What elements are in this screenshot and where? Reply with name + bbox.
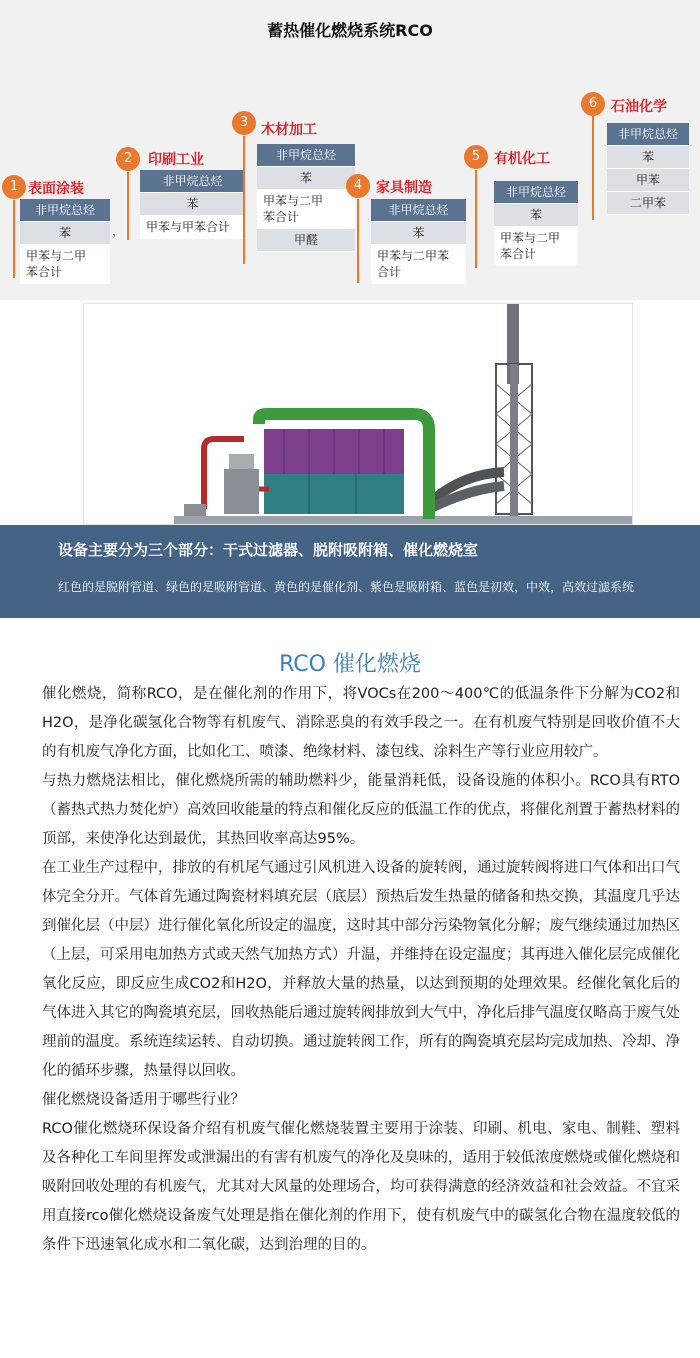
badge-5: 5 bbox=[464, 145, 488, 169]
industry-table-3 bbox=[257, 144, 355, 252]
stray-mark: ， bbox=[112, 224, 125, 238]
table-cell: 非甲烷总烃 bbox=[20, 199, 110, 222]
table-cell: 甲醛 bbox=[257, 229, 355, 252]
paragraph: 与热力燃烧法相比，催化燃烧所需的辅助燃料少，能量消耗低，设备设施的体积小。RCO具有RTO（蓄热式热力焚化炉）高效回收能量的特点和催化反应的低温工作的优点，将催化剂置于蓄热材料的顶部，来使净化达到最优，其热回收率高达95%。 bbox=[42, 773, 680, 847]
table-cell: 非甲烷总烃 bbox=[494, 181, 578, 204]
table-cell: 甲苯与二甲 苯合计 bbox=[494, 227, 578, 266]
table-cell: 非甲烷总烃 bbox=[257, 144, 355, 167]
infographic-title: 蓄热催化燃烧系统RCO bbox=[267, 21, 433, 40]
table-cell: 苯 bbox=[20, 222, 110, 245]
paragraph: 催化燃烧设备适用于哪些行业？ bbox=[42, 1092, 245, 1108]
connector-line bbox=[13, 200, 15, 278]
banner-caption: 红色的是脱附管道、绿色的是吸附管道、黄色的是催化剂、紫色是吸附箱、蓝色是初效，中效，高效过滤系统 bbox=[58, 580, 635, 594]
table-cell: 甲苯与二甲苯 合计 bbox=[371, 245, 466, 284]
table-cell: 甲苯与二甲 苯合计 bbox=[20, 245, 110, 284]
badge-1: 1 bbox=[2, 175, 26, 199]
equipment-drawing bbox=[84, 304, 633, 525]
connector-line bbox=[357, 199, 359, 283]
connector-line bbox=[592, 116, 594, 220]
industry-name-6: 石油化学 bbox=[611, 99, 667, 115]
table-cell: 非甲烷总烃 bbox=[607, 123, 689, 146]
industry-name-1: 表面涂装 bbox=[28, 181, 84, 197]
industry-name-2: 印刷工业 bbox=[148, 152, 204, 168]
industry-name-4: 家具制造 bbox=[376, 180, 432, 196]
article-title: RCO 催化燃烧 bbox=[279, 652, 421, 677]
connector-line bbox=[475, 170, 477, 268]
badge-4: 4 bbox=[346, 174, 370, 198]
industry-name-5: 有机化工 bbox=[494, 151, 550, 167]
connector-line bbox=[243, 136, 245, 264]
industry-table-6 bbox=[607, 123, 689, 215]
banner-headline: 设备主要分为三个部分：干式过滤器、脱附吸附箱、催化燃烧室 bbox=[58, 541, 479, 559]
industry-table-1 bbox=[20, 199, 110, 284]
table-cell: 甲苯与二甲 苯合计 bbox=[257, 190, 355, 229]
table-cell: 苯 bbox=[140, 193, 245, 216]
rco-equipment-illustration bbox=[83, 303, 633, 525]
paragraph: 在工业生产过程中，排放的有机尾气通过引风机进入设备的旋转阀，通过旋转阀将进口气体和出口气体完全分开。气体首先通过陶瓷材料填充层（底层）预热后发生热量的储备和热交换，其温度几乎达到催化层（中层）进行催化氧化所设定的温度，这时其中部分污染物氧化分解；废气继续通过加热区（上层，可采用电加热方式或天然气加热方式）升温，并维持在设定温度；其再进入催化层完成催化氧化反应，即反应生成CO2和H2O，并释放大量的热量，以达到预期的处理效果。经催化氧化后的气体进入其它的陶瓷填充层，回收热能后通过旋转阀排放到大气中，净化后排气温度仅略高于废气处理前的温度。系统连续运转、自动切换。通过旋转阀工作，所有的陶瓷填充层均完成加热、冷却、净化的循环步骤，热量得以回收。 bbox=[42, 860, 680, 1079]
table-cell: 非甲烷总烃 bbox=[371, 199, 466, 222]
table-cell: 二甲苯 bbox=[607, 192, 689, 215]
table-cell: 苯 bbox=[371, 222, 466, 245]
paragraph: RCO催化燃烧环保设备介绍有机废气催化燃烧装置主要用于涂装、印刷、机电、家电、制鞋、塑料及各种化工车间里挥发或泄漏出的有害有机废气的净化及臭味的，适用于较低浓度燃烧或催化燃烧和吸附回收处理的有机废气，尤其对大风量的处理场合，均可获得满意的经济效益和社会效益。不宜采用直接rco催化燃烧设备废气处理是指在催化剂的作用下，使有机废气中的碳氢化合物在温度较低的条件下迅速氧化成水和二氧化碳，达到治理的目的。 bbox=[42, 1121, 680, 1253]
equipment-banner bbox=[0, 525, 700, 618]
table-cell: 甲苯 bbox=[607, 169, 689, 192]
industry-table-4 bbox=[371, 199, 466, 284]
table-cell: 苯 bbox=[494, 204, 578, 227]
paragraph: 催化燃烧，简称RCO，是在催化剂的作用下，将VOCs在200～400℃的低温条件下分解为CO2和H2O，是净化碳氢化合物等有机废气、消除恶臭的有效手段之一。在有机废气特别是回收价值不大的有机废气净化方面，比如化工、喷漆、绝缘材料、漆包线、涂料生产等行业应用较广。 bbox=[42, 686, 680, 760]
badge-2: 2 bbox=[116, 147, 140, 171]
connector-line bbox=[127, 172, 129, 240]
badge-6: 6 bbox=[581, 92, 605, 116]
badge-3: 3 bbox=[232, 111, 256, 135]
table-cell: 非甲烷总烃 bbox=[140, 170, 245, 193]
table-cell: 苯 bbox=[607, 146, 689, 169]
industry-table-5 bbox=[494, 181, 578, 266]
industry-table-2 bbox=[140, 170, 245, 239]
article-body bbox=[42, 680, 680, 1260]
industry-infographic bbox=[0, 0, 700, 300]
table-cell: 甲苯与甲苯合计 bbox=[140, 216, 245, 239]
industry-name-3: 木材加工 bbox=[261, 122, 317, 138]
table-cell: 苯 bbox=[257, 167, 355, 190]
